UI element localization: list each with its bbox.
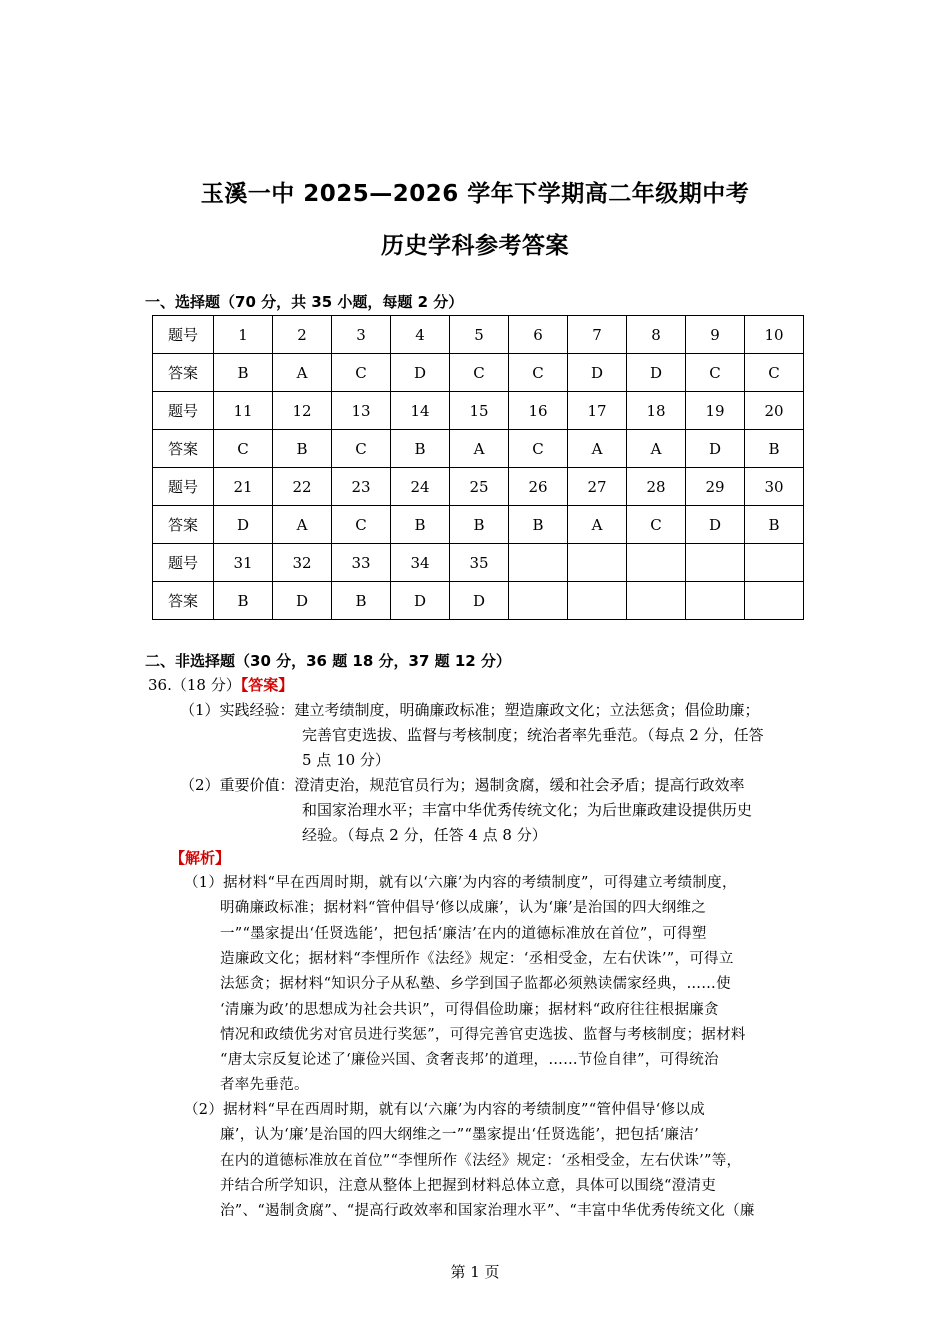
question-number-cell: 18: [627, 392, 686, 430]
answer-cell: D: [686, 506, 745, 544]
answer-cell: [509, 582, 568, 620]
question-number-cell: 20: [745, 392, 804, 430]
answer-cell: B: [391, 430, 450, 468]
question-number-cell: 30: [745, 468, 804, 506]
answer-row-label: 答案: [153, 354, 214, 392]
question-number-cell: 14: [391, 392, 450, 430]
question-number-cell: 15: [450, 392, 509, 430]
question-number-cell: 26: [509, 468, 568, 506]
question-number-cell: [745, 544, 804, 582]
analysis-line: 造廉政文化；据材料“李悝所作《法经》规定：‘丞相受金，左右伏诛’”，可得立: [220, 950, 734, 967]
question-row: [153, 544, 804, 582]
analysis-line: 一”“墨家提出‘任贤选能’，把包括‘廉洁’在内的道德标准放在首位”，可得塑: [220, 925, 707, 942]
question-number-cell: 7: [568, 316, 627, 354]
answer-tag: 【答案】: [240, 676, 294, 694]
question-number-cell: 6: [509, 316, 568, 354]
answer-cell: B: [450, 506, 509, 544]
answer-cell: C: [745, 354, 804, 392]
answer-row: [153, 506, 804, 544]
answer-cell: D: [450, 582, 509, 620]
answer-row: [153, 582, 804, 620]
question-number-cell: [568, 544, 627, 582]
answer-cell: B: [391, 506, 450, 544]
page-subtitle: 历史学科参考答案: [381, 233, 569, 259]
analysis-line: 法惩贪；据材料“知识分子从私塾、乡学到国子监都必须熟读儒家经典，……使: [220, 976, 731, 993]
page-title: 玉溪一中 2025—2026 学年下学期高二年级期中考: [200, 181, 750, 207]
answer-cell: D: [627, 354, 686, 392]
analysis-line: 并结合所学知识，注意从整体上把握到材料总体立意，具体可以围绕“澄清吏: [220, 1177, 717, 1194]
question-row: [153, 316, 804, 354]
analysis-line: “唐太宗反复论述了‘廉俭兴国、贪奢丧邦’的道理，……节俭自律”，可得统治: [220, 1052, 719, 1069]
answer-cell: C: [450, 354, 509, 392]
question-number-cell: 23: [332, 468, 391, 506]
question-number-cell: [627, 544, 686, 582]
q36-header: [148, 672, 293, 698]
answer-row-label: 答案: [153, 506, 214, 544]
answer-row-label: 答案: [153, 582, 214, 620]
answer-cell: A: [273, 354, 332, 392]
question-number-cell: 28: [627, 468, 686, 506]
answer-cell: B: [509, 506, 568, 544]
question-number-cell: 8: [627, 316, 686, 354]
answer-cell: B: [273, 430, 332, 468]
question-number-cell: 24: [391, 468, 450, 506]
analysis-line: 在内的道德标准放在首位”“李悝所作《法经》规定：‘丞相受金，左右伏诛’”等，: [220, 1152, 742, 1169]
question-row-label: 题号: [153, 316, 214, 354]
question-number-cell: 16: [509, 392, 568, 430]
analysis-tag: 【解析】: [170, 849, 231, 867]
question-number-cell: 21: [214, 468, 273, 506]
question-row-label: 题号: [153, 544, 214, 582]
answer-line: （1）实践经验：建立考绩制度，明确廉政标准；塑造廉政文化；立法惩贪；倡俭助廉；: [180, 701, 760, 719]
answer-cell: B: [214, 582, 273, 620]
question-number-cell: [509, 544, 568, 582]
question-number-cell: 9: [686, 316, 745, 354]
question-row: [153, 392, 804, 430]
question-number-cell: 12: [273, 392, 332, 430]
answer-line: 经验。（每点 2 分，任答 4 点 8 分）: [302, 826, 547, 844]
answer-line: 完善官吏选拔、监督与考核制度；统治者率先垂范。（每点 2 分，任答: [302, 726, 764, 744]
section1-heading: 一、选择题（70 分，共 35 小题，每题 2 分）: [145, 293, 464, 311]
answer-cell: [686, 582, 745, 620]
analysis-line: （2）据材料“早在西周时期，就有以‘六廉’为内容的考绩制度”“管仲倡导‘修以成: [184, 1102, 705, 1118]
page-number: 第 1 页: [450, 1263, 500, 1281]
question-number-cell: 13: [332, 392, 391, 430]
answer-cell: C: [509, 354, 568, 392]
question-row-label: 题号: [153, 392, 214, 430]
answer-cell: A: [450, 430, 509, 468]
question-number-cell: 11: [214, 392, 273, 430]
answer-cell: D: [391, 582, 450, 620]
answer-cell: [745, 582, 804, 620]
answer-cell: D: [568, 354, 627, 392]
answer-cell: D: [273, 582, 332, 620]
answer-cell: B: [745, 506, 804, 544]
question-row: [153, 468, 804, 506]
question-number-cell: 4: [391, 316, 450, 354]
analysis-line: 治”、“遏制贪腐”、“提高行政效率和国家治理水平”、“丰富中华优秀传统文化（廉: [220, 1203, 755, 1220]
answer-cell: A: [627, 430, 686, 468]
answer-cell: D: [686, 430, 745, 468]
question-number-cell: 34: [391, 544, 450, 582]
answer-row-label: 答案: [153, 430, 214, 468]
answer-table: [152, 315, 804, 620]
analysis-line: 明确廉政标准；据材料“管仲倡导‘修以成廉’，认为‘廉’是治国的四大纲维之: [220, 900, 707, 917]
answer-cell: [627, 582, 686, 620]
answer-line: 5 点 10 分）: [302, 751, 390, 769]
answer-cell: [568, 582, 627, 620]
question-number-cell: 10: [745, 316, 804, 354]
question-number-cell: 3: [332, 316, 391, 354]
answer-line: 和国家治理水平；丰富中华优秀传统文化；为后世廉政建设提供历史: [302, 801, 753, 819]
answer-cell: B: [332, 582, 391, 620]
answer-cell: B: [214, 354, 273, 392]
question-number-cell: 32: [273, 544, 332, 582]
q36-prefix: 36.（18 分）: [148, 676, 241, 694]
question-number-cell: 33: [332, 544, 391, 582]
answer-cell: B: [745, 430, 804, 468]
analysis-line: 情况和政绩优劣对官员进行奖惩”，可得完善官吏选拔、监督与考核制度；据材料: [220, 1026, 746, 1043]
answer-row: [153, 354, 804, 392]
question-number-cell: 1: [214, 316, 273, 354]
question-number-cell: 17: [568, 392, 627, 430]
question-number-cell: 2: [273, 316, 332, 354]
answer-line: （2）重要价值：澄清吏治，规范官员行为；遏制贪腐，缓和社会矛盾；提高行政效率: [180, 776, 745, 794]
answer-cell: C: [332, 430, 391, 468]
answer-cell: D: [214, 506, 273, 544]
question-number-cell: 5: [450, 316, 509, 354]
analysis-line: （1）据材料“早在西周时期，就有以‘六廉’为内容的考绩制度”，可得建立考绩制度，: [184, 875, 737, 891]
answer-cell: C: [627, 506, 686, 544]
question-number-cell: 29: [686, 468, 745, 506]
question-number-cell: 25: [450, 468, 509, 506]
answer-cell: C: [509, 430, 568, 468]
answer-cell: D: [391, 354, 450, 392]
section2-heading: 二、非选择题（30 分，36 题 18 分，37 题 12 分）: [145, 652, 511, 670]
analysis-line: 者率先垂范。: [220, 1077, 309, 1094]
answer-cell: A: [568, 506, 627, 544]
answer-cell: C: [214, 430, 273, 468]
question-number-cell: 35: [450, 544, 509, 582]
answer-cell: A: [568, 430, 627, 468]
answer-row: [153, 430, 804, 468]
question-number-cell: 31: [214, 544, 273, 582]
analysis-line: ‘清廉为政’的思想成为社会共识”，可得倡俭助廉；据材料“政府往往根据廉贪: [220, 1001, 719, 1018]
question-number-cell: 19: [686, 392, 745, 430]
answer-cell: C: [332, 506, 391, 544]
question-number-cell: 22: [273, 468, 332, 506]
question-number-cell: 27: [568, 468, 627, 506]
answer-cell: C: [332, 354, 391, 392]
answer-cell: C: [686, 354, 745, 392]
question-number-cell: [686, 544, 745, 582]
question-row-label: 题号: [153, 468, 214, 506]
answer-cell: A: [273, 506, 332, 544]
analysis-line: 廉’，认为‘廉’是治国的四大纲维之一”“墨家提出‘任贤选能’，把包括‘廉洁’: [220, 1127, 699, 1144]
